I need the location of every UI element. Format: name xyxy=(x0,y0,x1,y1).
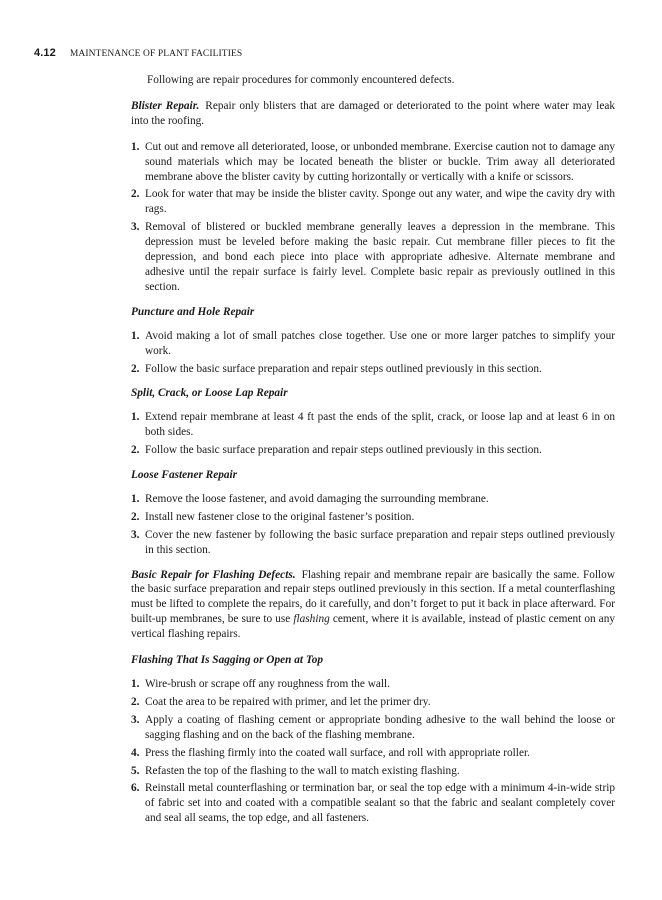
list-number: 1. xyxy=(131,329,140,342)
list-number: 2. xyxy=(131,695,140,708)
list-text: Remove the loose fastener, and avoid damaging the surrounding membrane. xyxy=(145,492,489,505)
list-item xyxy=(131,713,615,743)
list-item xyxy=(131,528,615,558)
list-number: 1. xyxy=(131,492,140,505)
list-text: Press the flashing firmly into the coated wall surface, and roll with appropriate roller. xyxy=(145,746,530,759)
list-item xyxy=(131,410,615,440)
list-text: Extend repair membrane at least 4 ft past the ends of the split, crack, or loose lap and at least 6 in on both sides. xyxy=(145,411,615,439)
list-number: 1. xyxy=(131,678,140,690)
list-item xyxy=(131,443,615,458)
list-text: Apply a coating of flashing cement or appropriate bonding adhesive to the wall behind the loose or sagging flashing and on the back of the flashing membrane. xyxy=(145,713,615,741)
split-repair-heading: Split, Crack, or Loose Lap Repair xyxy=(131,387,288,400)
list-item xyxy=(131,677,615,692)
puncture-repair-heading: Puncture and Hole Repair xyxy=(131,305,255,318)
list-text: Reinstall metal counterflashing or termination bar, or seal the top edge with a minimum 4-in-wide strip of fabric set into and coated with a compatible sealant so that the fabric and sealant completely cover and seal all seams, the top edge, and all fasteners. xyxy=(145,782,615,825)
list-text: Follow the basic surface preparation and repair steps outlined previously in this section. xyxy=(145,362,542,375)
list-item xyxy=(131,140,615,185)
sagging-flashing-heading: Flashing That Is Sagging or Open at Top xyxy=(131,654,323,667)
list-number: 2. xyxy=(131,362,140,375)
page-body xyxy=(131,73,615,836)
list-number: 2. xyxy=(131,444,140,457)
list-number: 1. xyxy=(131,140,140,153)
blister-repair-text: Repair only blisters that are damaged or deteriorated to the point where water may leak into the roofing. xyxy=(131,99,616,127)
list-item xyxy=(131,492,615,507)
fastener-repair-heading: Loose Fastener Repair xyxy=(131,469,238,482)
blister-repair-heading: Blister Repair. xyxy=(131,99,200,112)
list-number: 3. xyxy=(131,528,140,541)
list-number: 5. xyxy=(131,764,140,777)
running-title: MAINTENANCE OF PLANT FACILITIES xyxy=(69,49,243,59)
list-text: Follow the basic surface preparation and repair steps outlined previously in this section. xyxy=(145,444,542,457)
list-text: Look for water that may be inside the blister cavity. Sponge out any water, and wipe the cavity dry with rags. xyxy=(145,188,615,216)
list-text: Avoid making a lot of small patches close together. Use one or more larger patches to simplify your work. xyxy=(145,329,615,357)
list-item xyxy=(131,695,615,710)
list-item xyxy=(131,746,615,761)
list-number: 4. xyxy=(131,746,140,759)
list-text: Install new fastener close to the original fastener’s position. xyxy=(145,510,415,523)
list-number: 3. xyxy=(131,221,140,234)
list-item xyxy=(131,510,615,525)
list-text: Refasten the top of the flashing to the wall to match existing flashing. xyxy=(145,764,460,777)
list-text: Removal of blistered or buckled membrane generally leaves a depression in the membrane. This depression must be leveled before making the basic repair. Cut membrane filler pieces to fit the depression, and bond each piece into place with appropriate adhesive. Alternate membrane and adhesive until the repair surface is fairly level. Complete basic repair as previously outlined in this section. xyxy=(145,221,615,293)
intro-paragraph: Following are repair procedures for commonly encountered defects. xyxy=(147,74,455,86)
list-number: 1. xyxy=(131,411,140,424)
flashing-defects-paragraph xyxy=(131,568,615,643)
list-item xyxy=(131,187,615,217)
sagging-flashing-steps xyxy=(131,677,615,826)
list-item xyxy=(131,362,615,377)
list-item xyxy=(131,329,615,359)
list-text: Cut out and remove all deteriorated, loose, or unbonded membrane. Exercise caution not to damage any sound materials which may be located beneath the blister or buckle. Trim away all deteriorated membrane above the blister cavity by cutting horizontally or vertically with a knife or scissors. xyxy=(145,140,615,183)
list-number: 2. xyxy=(131,188,140,201)
flashing-defects-text-end: cement, where it is available, instead of plastic cement on any vertical flashing repairs. xyxy=(131,613,615,641)
list-item xyxy=(131,764,615,779)
list-text: Wire-brush or scrape off any roughness from the wall. xyxy=(145,678,390,690)
list-number: 2. xyxy=(131,510,140,523)
blister-repair-paragraph xyxy=(131,99,615,129)
page-number: 4.12 xyxy=(34,47,56,59)
flashing-defects-heading: Basic Repair for Flashing Defects. xyxy=(131,568,296,581)
running-header xyxy=(34,47,242,59)
list-item xyxy=(131,220,615,295)
list-text: Coat the area to be repaired with primer, and let the primer dry. xyxy=(145,695,431,708)
flashing-emphasis: flashing xyxy=(293,613,330,626)
list-number: 3. xyxy=(131,713,140,726)
list-text: Cover the new fastener by following the basic surface preparation and repair steps outlined previously in this section. xyxy=(145,528,615,556)
list-number: 6. xyxy=(131,782,140,795)
flashing-defects-text: Flashing repair and membrane repair are basically the same. Follow the basic surface preparation and repair steps outlined previously in this section. If a metal counterflashing must be lifted to complete the repairs, do it carefully, and don’t forget to put it back in place afterward. For built-up membranes, be sure to use xyxy=(131,568,615,626)
blister-repair-steps xyxy=(131,140,615,295)
fastener-repair-steps xyxy=(131,492,615,558)
puncture-repair-steps xyxy=(131,329,615,377)
list-item xyxy=(131,781,615,826)
split-repair-steps xyxy=(131,410,615,458)
